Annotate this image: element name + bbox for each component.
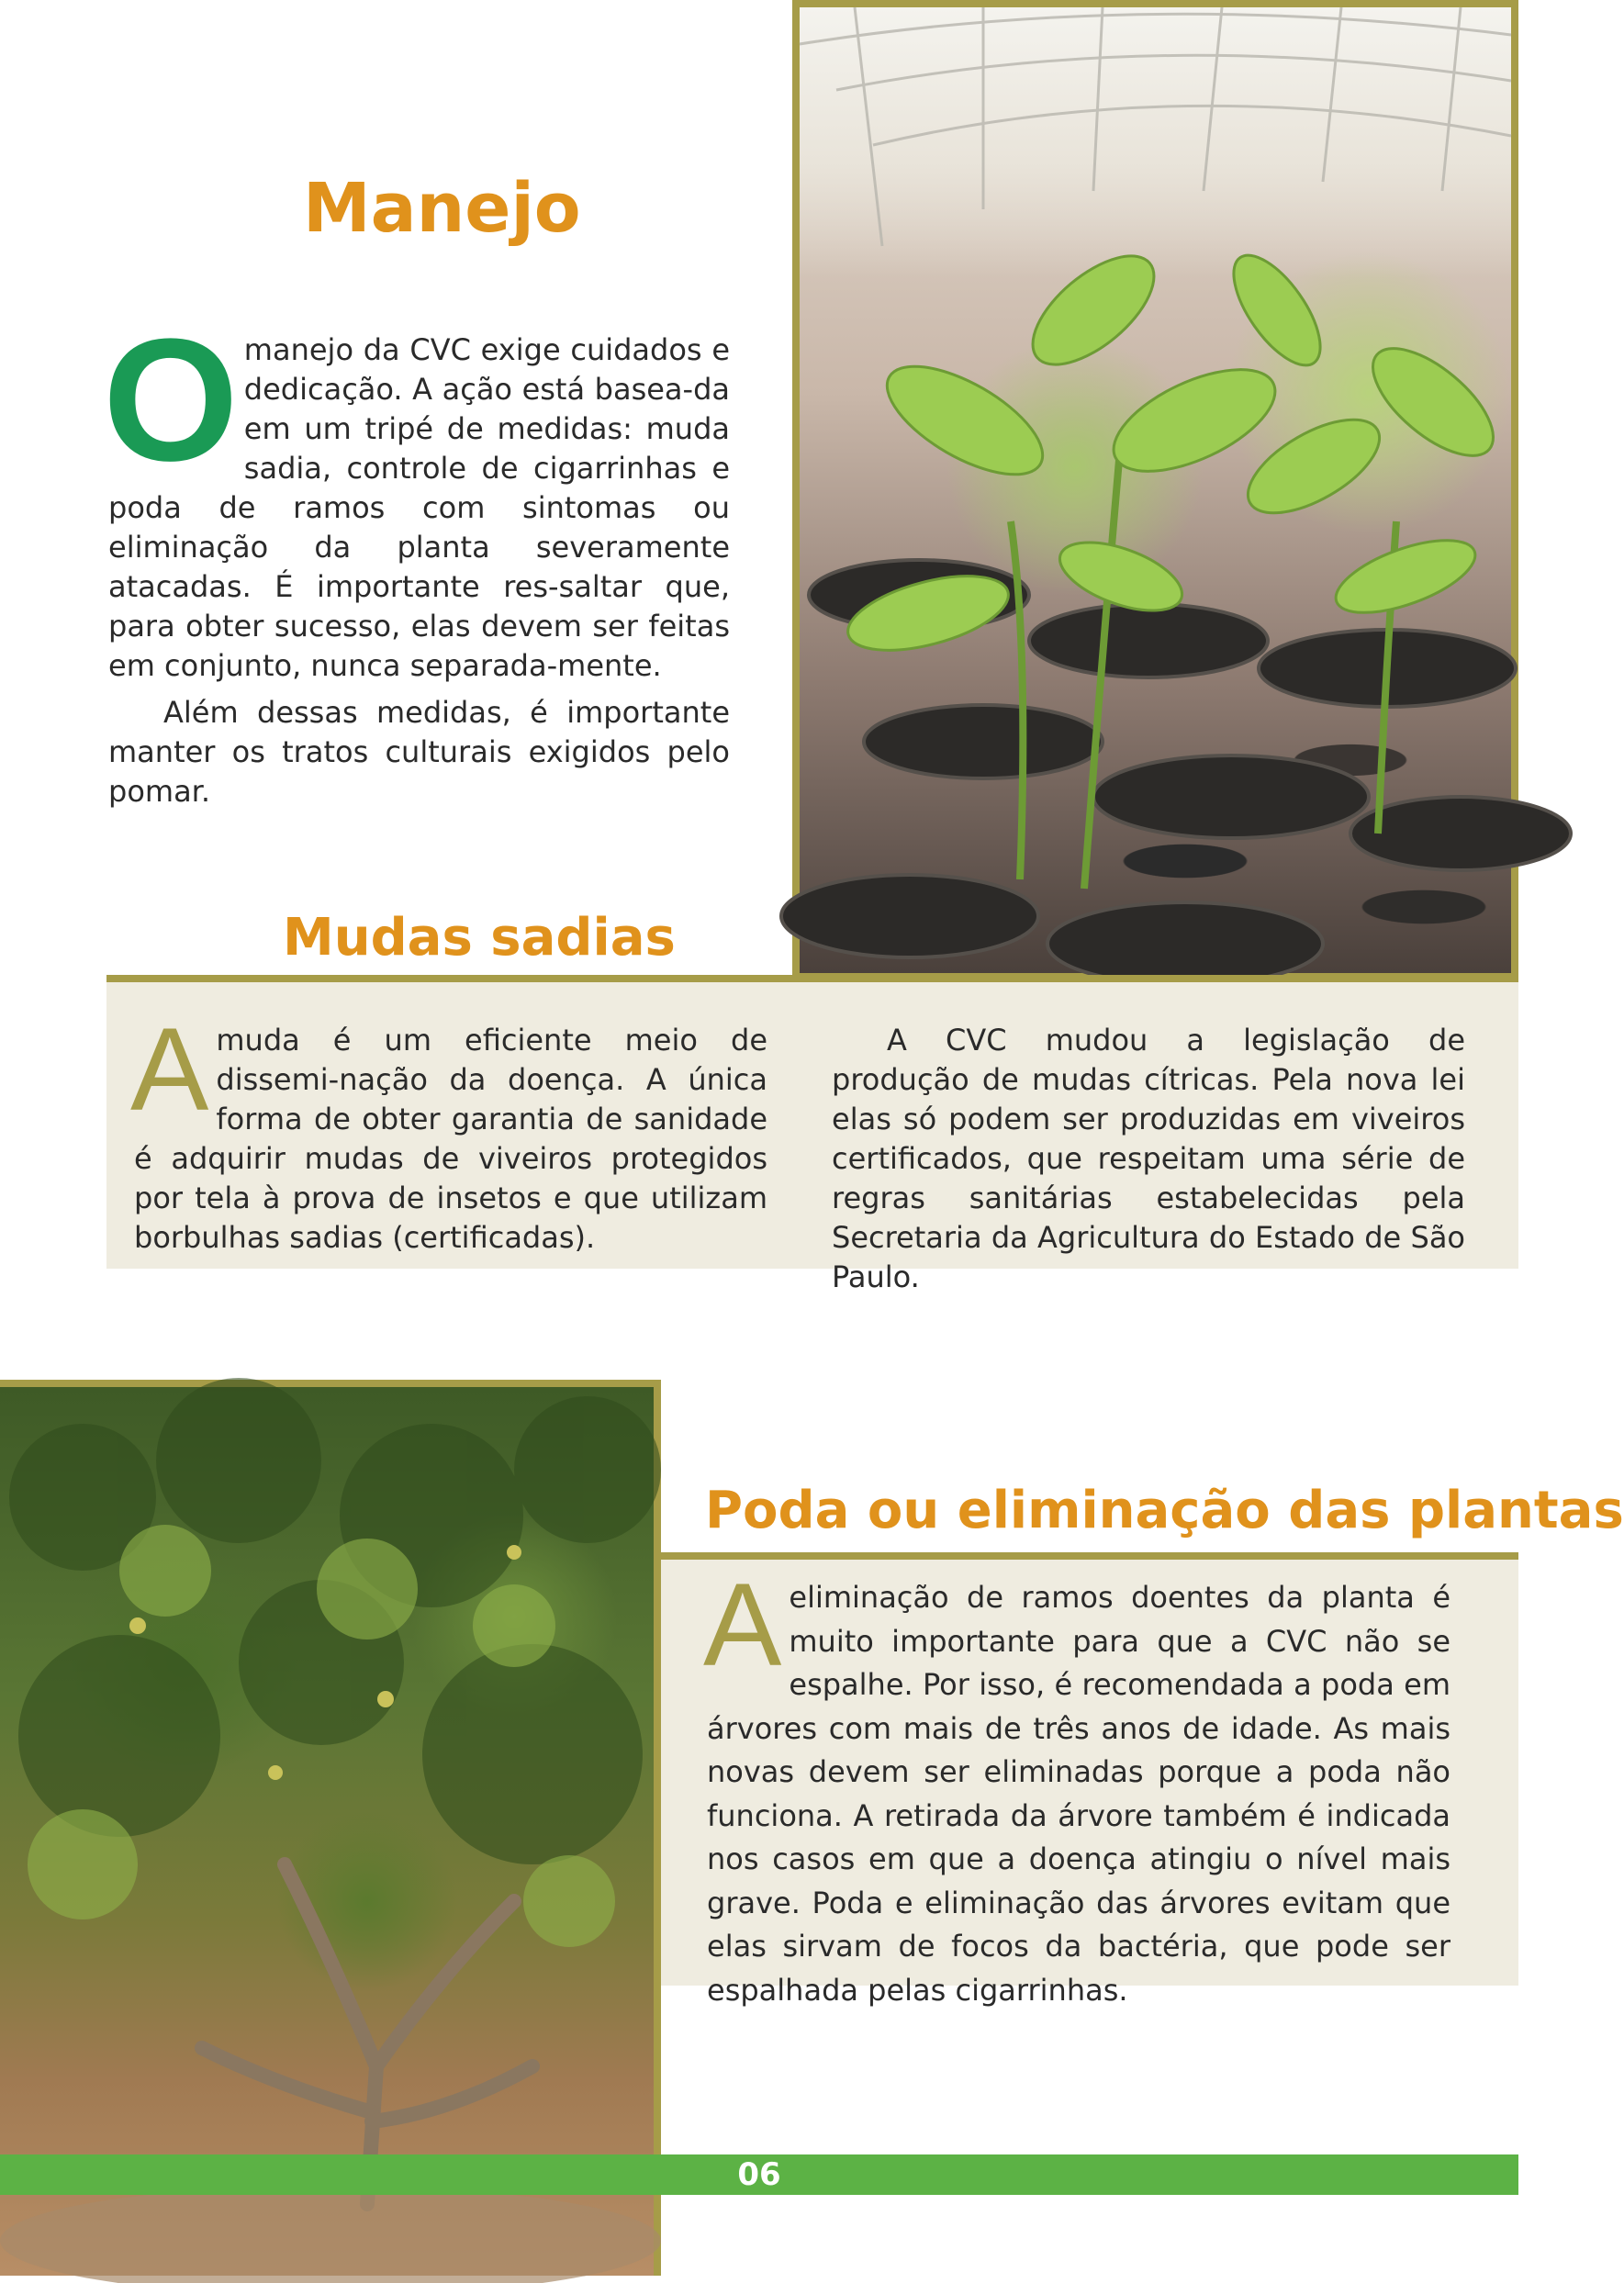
manejo-paragraph-1: manejo da CVC exige cuidados e dedicação. A ação está basea-da em um tripé de medidas: muda sadia, controle de cigarrinhas e poda de ramos com sintomas ou eliminação da planta severamente atacadas. É importante res-saltar que, para obter sucesso, elas devem ser feitas em conjunto, nunca separada-mente.: [108, 332, 730, 683]
poda-title: Poda ou eliminação das plantas: [705, 1481, 1624, 1540]
seedlings-photo: [792, 0, 1518, 980]
manejo-dropcap: O: [103, 303, 239, 498]
seedlings-illustration: [800, 7, 1511, 980]
poda-band: [661, 1552, 1518, 2008]
manejo-text-block: [103, 303, 730, 811]
citrus-tree-illustration: [0, 1387, 654, 2283]
manejo-paragraph-2: Além dessas medidas, é importante manter os tratos culturais exigidos pelo pomar.: [108, 695, 730, 809]
citrus-tree-photo: [0, 1380, 661, 2276]
mudas-right-text: A CVC mudou a legislação de produção de mudas cítricas. Pela nova lei elas só podem ser produzidas em viveiros certificados, que respeitam uma série de regras sanitárias estabelecidas pela Secretaria da Agricultura do Estado de São Paulo.: [832, 1023, 1465, 1294]
mudas-left-column: [130, 1004, 767, 1258]
poda-text: eliminação de ramos doentes da planta é muito importante para que a CVC não se espalhe. Por isso, é recomendada a poda em árvores com mais de três anos de idade. As mais novas devem ser eliminadas porque a poda não funciona. A retirada da árvore também é indicada nos casos em que a doença atingiu o nível mais grave. Poda e eliminação das árvores evitam que elas sirvam de focos da bactéria, que pode ser espalhada pelas cigarrinhas.: [707, 1580, 1450, 2008]
footer-bar: [0, 2154, 1518, 2195]
mudas-title: Mudas sadias: [283, 908, 676, 968]
page-number: 06: [737, 2156, 781, 2193]
mudas-dropcap: A: [130, 1004, 209, 1136]
poda-dropcap: A: [703, 1560, 782, 1691]
mudas-right-column: [832, 1021, 1465, 1297]
manejo-title: Manejo: [303, 169, 581, 248]
poda-column: [703, 1560, 1450, 2012]
mudas-left-text: muda é um eficiente meio de dissemi-nação da doença. A única forma de obter garantia de sanidade é adquirir mudas de viveiros protegidos por tela à prova de insetos e que utilizam borbulhas sadias (certificadas).: [134, 1023, 767, 1255]
mudas-band: [106, 975, 1518, 1294]
